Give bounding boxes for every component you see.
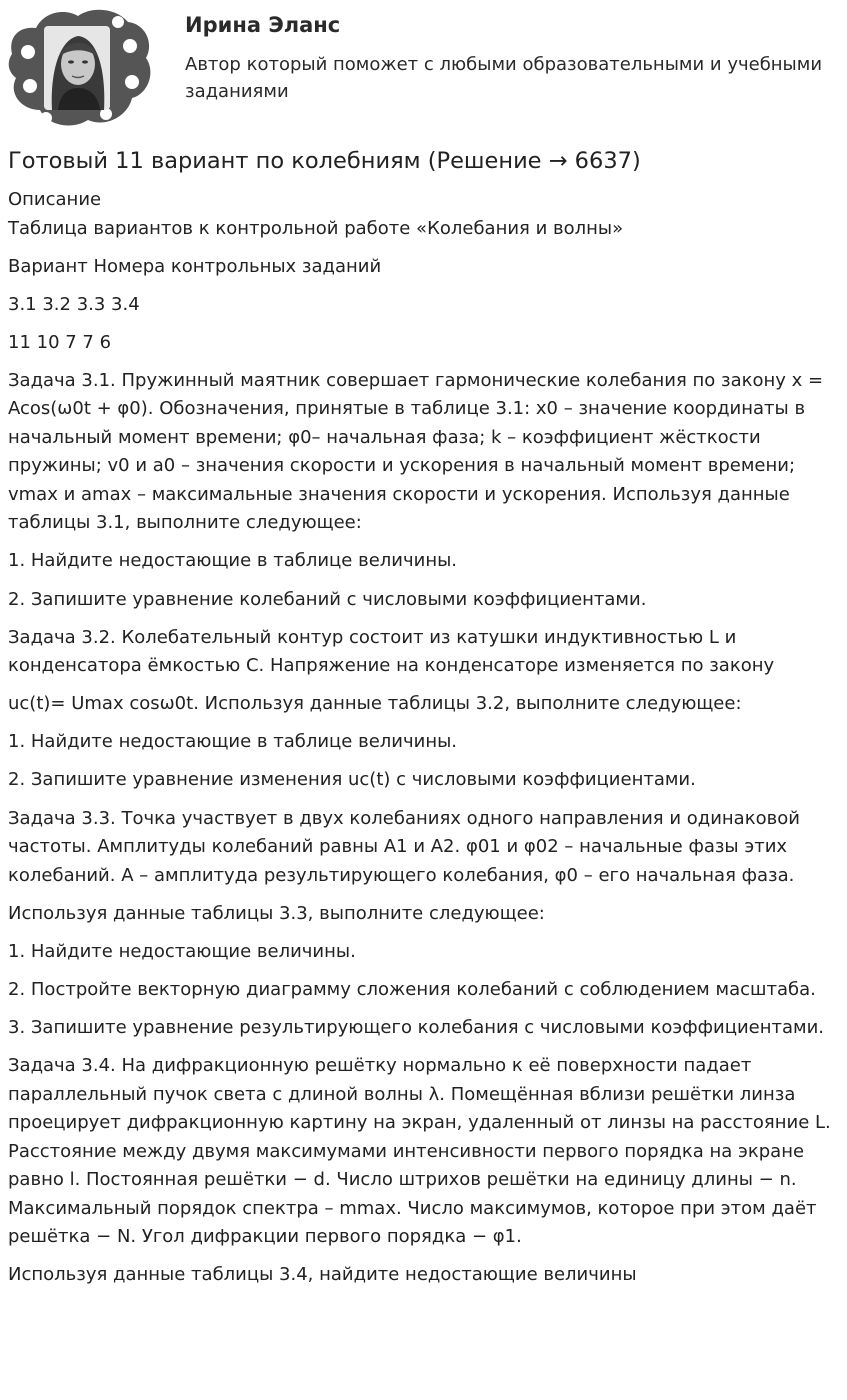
- paragraph: 1. Найдите недостающие в таблице величины.: [8, 731, 458, 753]
- paragraph: 2. Постройте векторную диаграмму сложения колебаний с соблюдением масштаба.: [8, 978, 816, 1000]
- description-section: [8, 186, 842, 1299]
- paragraph: 2. Запишите уравнение колебаний с числовыми коэффициентами.: [8, 588, 647, 610]
- paragraph: Вариант Номера контрольных заданий: [8, 255, 382, 277]
- paragraph: Используя данные таблицы 3.3, выполните следующее:: [8, 902, 545, 924]
- paragraph: Используя данные таблицы 3.4, найдите недостающие величины: [8, 1264, 637, 1286]
- paragraph: 3.1 3.2 3.3 3.4: [8, 293, 140, 315]
- paragraph: 1. Найдите недостающие величины.: [8, 940, 356, 962]
- paragraph: Таблица вариантов к контрольной работе «Колебания и волны»: [8, 217, 624, 239]
- paragraph: Задача 3.3. Точка участвует в двух колебаниях одного направления и одинаковой частоты. Амплитуды колебаний равны A1 и A2. φ01 и φ02 – начальные фазы этих колебаний. A – амплитуда результирующего колебания, φ0 – его начальная фаза.: [8, 807, 800, 886]
- paragraph: 2. Запишите уравнение изменения uc(t) с числовыми коэффициентами.: [8, 769, 696, 791]
- paragraph: 1. Найдите недостающие в таблице величины.: [8, 550, 458, 572]
- author-name[interactable]: Ирина Эланс: [185, 13, 341, 37]
- author-description: Автор который поможет с любыми образовательными и учебными заданиями: [185, 54, 823, 102]
- page-title: Готовый 11 вариант по колебниям (Решение → 6637): [8, 148, 641, 174]
- paragraph: Задача 3.4. На дифракционную решётку нормально к её поверхности падает параллельный пучок света с длиной волны λ. Помещённая вблизи решётки линза проецирует дифракционную картину на экран, удаленный от линзы на расстояние L. Расстояние между двумя максимумами интенсивности первого порядка на экране равно l. Постоянная решётки − d. Число штрихов решётки на единицу длины − n. Максимальный порядок спектра – mmax. Число максимумов, которое при этом даёт решётка − N. Угол дифракции первого порядка − φ1.: [8, 1055, 831, 1247]
- author-avatar[interactable]: [6, 6, 152, 128]
- paragraph: 11 10 7 7 6: [8, 331, 112, 353]
- paragraph: Задача 3.2. Колебательный контур состоит из катушки индуктивностью L и конденсатора ёмкостью C. Напряжение на конденсаторе изменяется по закону: [8, 626, 775, 677]
- paragraph: 3. Запишите уравнение результирующего колебания с числовыми коэффициентами.: [8, 1016, 825, 1038]
- paragraph: Задача 3.1. Пружинный маятник совершает гармонические колебания по закону x = Acos(ω0t + φ0). Обозначения, принятые в таблице 3.1: x0 – значение координаты в начальный момент времени; φ0– начальная фаза; k – коэффициент жёсткости пружины; v0 и a0 – значения скорости и ускорения в начальный момент времени; vmax и amax – максимальные значения скорости и ускорения. Используя данные таблицы 3.1, выполните следующее:: [8, 369, 824, 534]
- paragraph: uc(t)= Umax cosω0t. Используя данные таблицы 3.2, выполните следующее:: [8, 693, 742, 715]
- description-label: Описание: [8, 189, 102, 210]
- author-block: [0, 0, 847, 140]
